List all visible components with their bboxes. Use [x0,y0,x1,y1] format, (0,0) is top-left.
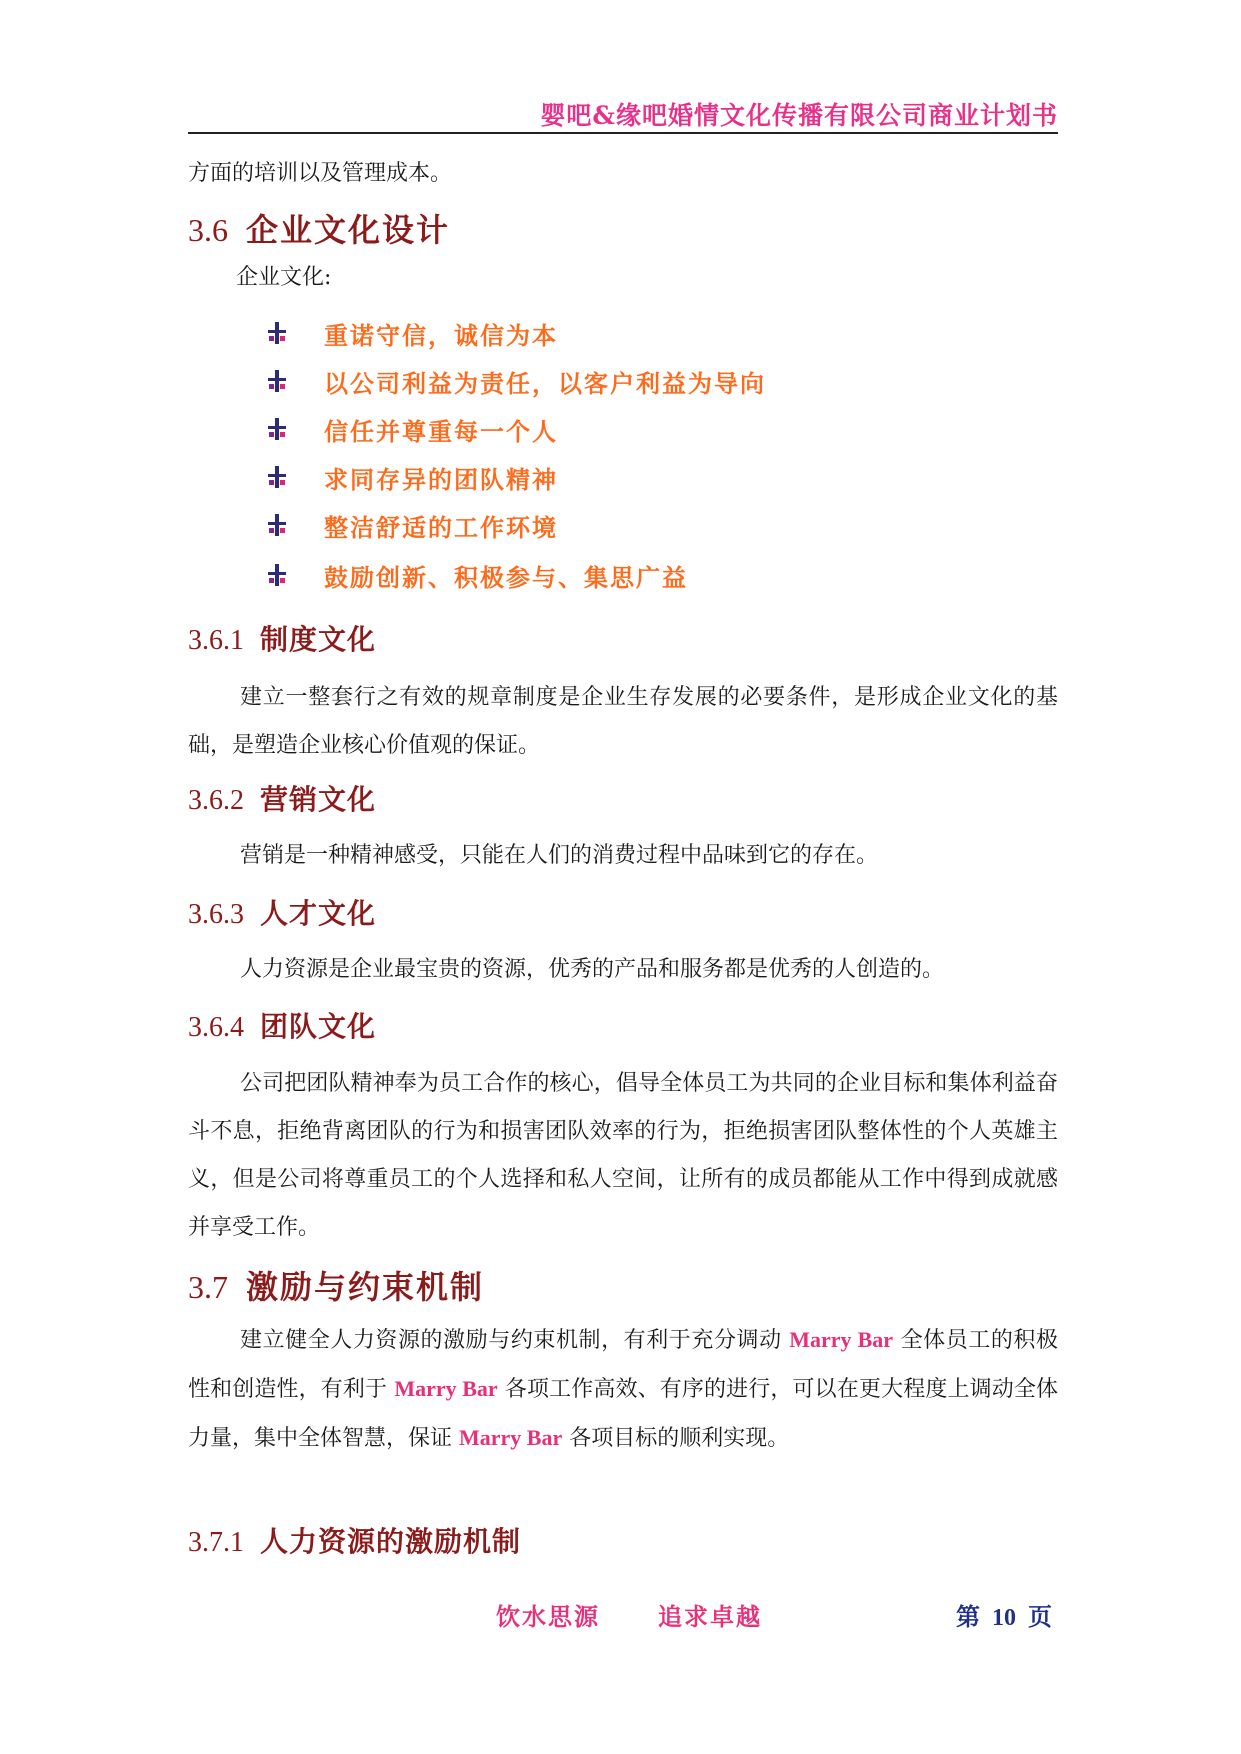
section-3-6-2-heading [188,778,376,818]
paragraph-3-6-2: 营销是一种精神感受，只能在人们的消费过程中品味到它的存在。 [240,843,879,868]
culture-item-text: 以公司利益为责任，以客户利益为导向 [324,368,766,398]
section-3-6-1-heading [188,618,376,658]
section-title: 人力资源的激励机制 [260,1525,522,1558]
brand-name: Marry Bar [789,1327,894,1352]
page-number-value: 10 [992,1605,1016,1631]
list-item [266,457,558,497]
footer-motto-1: 饮水思源 [496,1602,600,1631]
paragraph-3-6-1: 建立一整套行之有效的规章制度是企业生存发展的必要条件，是形成企业文化的基础，是塑造企业核心价值观的保证。 [188,685,1058,758]
list-item [266,555,688,595]
plus-cross-bullet-icon [266,514,288,536]
plus-cross-bullet-icon [266,370,288,392]
list-item [266,409,558,449]
section-3-6-3-heading [188,892,376,932]
section-title: 营销文化 [260,783,377,816]
section-number: 3.7 [188,1269,228,1305]
header-title: 婴吧&缘吧婚情文化传播有限公司商业计划书 [540,101,1058,130]
section-3-7-heading [188,1262,484,1308]
paragraph-text: 各项目标的顺利实现。 [562,1426,790,1451]
plus-cross-bullet-icon [266,466,288,488]
section-title: 企业文化设计 [246,211,451,249]
brand-name: Marry Bar [459,1425,563,1450]
section-number: 3.6 [188,212,228,248]
intro-line: 方面的培训以及管理成本。 [188,161,453,186]
page-prefix: 第 [956,1602,980,1631]
section-number: 3.6.3 [188,899,244,930]
plus-cross-bullet-icon [266,322,288,344]
culture-item-text: 鼓励创新、积极参与、集思广益 [324,562,688,592]
section-number: 3.6.4 [188,1012,244,1043]
paragraph-text: 全体员工的积极性和创造性，有利于 [188,1328,1059,1402]
section-3-7-1-heading [188,1520,521,1560]
paragraph-3-6-4: 公司把团队精神奉为员工合作的核心，倡导全体员工为共同的企业目标和集体利益奋斗不息，拒绝背离团队的行为和损害团队效率的行为，拒绝损害团队整体性的个人英雄主义，但是公司将尊重员工的个人选择和私人空间，让所有的成员都能从工作中得到成就感并享受工作。 [188,1071,1058,1240]
culture-item-text: 求同存异的团队精神 [324,464,558,494]
section-3-6-4-heading [188,1005,376,1045]
paragraph-3-7 [188,1316,1058,1463]
section-title: 激励与约束机制 [246,1268,485,1306]
culture-label: 企业文化: [236,265,332,290]
footer-motto-2: 追求卓越 [658,1602,762,1631]
section-title: 团队文化 [260,1010,377,1043]
paragraph-text: 各项工作高效、有序的进行，可以在更大程度上调动全体力量，集中全体智慧，保证 [188,1377,1059,1451]
paragraph-text: 建立健全人力资源的激励与约束机制，有利于充分调动 [240,1328,790,1353]
section-number: 3.6.1 [188,625,244,656]
paragraph-3-6-3: 人力资源是企业最宝贵的资源，优秀的产品和服务都是优秀的人创造的。 [240,957,945,982]
list-item [266,313,558,353]
page-suffix: 页 [1028,1602,1052,1631]
list-item [266,505,558,545]
section-number: 3.7.1 [188,1527,244,1558]
section-number: 3.6.2 [188,785,244,816]
plus-cross-bullet-icon [266,418,288,440]
plus-cross-bullet-icon [266,564,288,586]
page-number [956,1597,1052,1632]
culture-item-text: 整洁舒适的工作环境 [324,512,558,542]
section-title: 人才文化 [260,897,377,930]
brand-name: Marry Bar [394,1376,498,1401]
section-3-6-heading [188,205,450,251]
section-title: 制度文化 [260,623,377,656]
culture-item-text: 信任并尊重每一个人 [324,416,558,446]
list-item [266,361,766,401]
header-rule [188,132,1058,134]
culture-item-text: 重诺守信，诚信为本 [324,320,558,350]
